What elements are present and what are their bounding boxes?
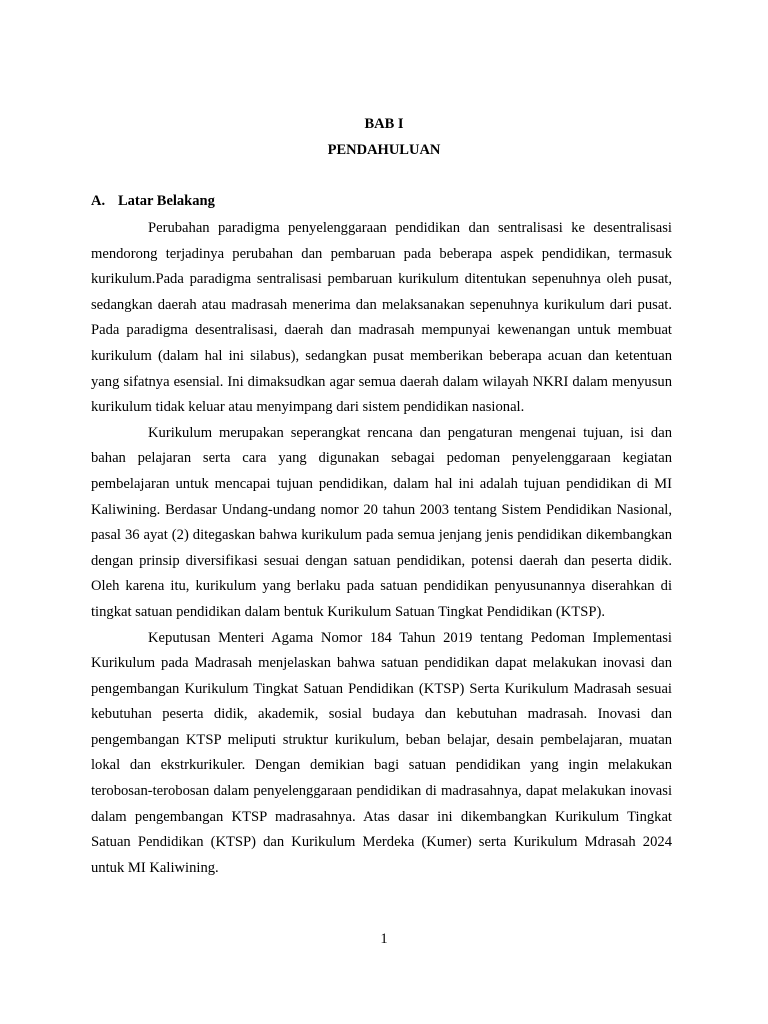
chapter-number: BAB I bbox=[364, 116, 404, 132]
page-number: 1 bbox=[380, 931, 388, 947]
body-text bbox=[91, 216, 672, 881]
section-heading bbox=[91, 191, 215, 211]
paragraph: Keputusan Menteri Agama Nomor 184 Tahun 2019 tentang Pedoman Implementasi Kurikulum pada Madrasah menjelaskan bahwa satuan pendidikan dapat melakukan inovasi dan pengembangan Kurikulum Tingkat Satuan Pendidikan (KTSP) Serta Kurikulum Madrasah sesuai kebutuhan peserta didik, akademik, sosial budaya dan kebutuhan madrasah. Inovasi dan pengembangan KTSP meliputi struktur kurikulum, beban belajar, desain pembelajaran, muatan lokal dan ekstrkurikuler. Dengan demikian bagi satuan pendidikan yang ingin melakukan terobosan-terobosan dalam penyelenggaraan pendidikan di madrasahnya, dapat melakukan inovasi dalam pengembangan KTSP madrasahnya. Atas dasar ini dikembangkan Kurikulum Tingkat Satuan Pendidikan (KTSP) dan Kurikulum Merdeka (Kumer) serta Kurikulum Mdrasah 2024 untuk MI Kaliwining. bbox=[91, 629, 672, 876]
section-number: A. bbox=[91, 193, 106, 209]
paragraph: Kurikulum merupakan seperangkat rencana dan pengaturan mengenai tujuan, isi dan bahan pelajaran serta cara yang digunakan sebagai pedoman penyelenggaraan kegiatan pembelajaran untuk mencapai tujuan pendidikan, dalam hal ini adalah tujuan pendidikan di MI Kaliwining. Berdasar Undang-undang nomor 20 tahun 2003 tentang Sistem Pendidikan Nasional, pasal 36 ayat (2) ditegaskan bahwa kurikulum pada semua jenjang jenis pendidikan dikembangkan dengan prinsip diversifikasi sesuai dengan satuan pendidikan, potensi daerah dan peserta didik. Oleh karena itu, kurikulum yang berlaku pada satuan pendidikan penyusunannya diserahkan di tingkat satuan pendidikan dalam bentuk Kurikulum Satuan Tingkat Pendidikan (KTSP). bbox=[91, 424, 672, 620]
paragraph: Perubahan paradigma penyelenggaraan pendidikan dan sentralisasi ke desentralisasi mendorong terjadinya perubahan dan pembaruan pada beberapa aspek pendidikan, termasuk kurikulum.Pada paradigma sentralisasi pembaruan kurikulum ditentukan sepenuhnya oleh pusat, sedangkan daerah atau madrasah menerima dan melaksanakan sepenuhnya kurikulum dari pusat. Pada paradigma desentralisasi, daerah dan madrasah mempunyai kewenangan untuk membuat kurikulum (dalam hal ini silabus), sedangkan pusat memberikan beberapa acuan dan ketentuan yang sifatnya esensial. Ini dimaksudkan agar semua daerah dalam wilayah NKRI dalam menyusun kurikulum tidak keluar atau menyimpang dari sistem pendidikan nasional. bbox=[91, 220, 672, 416]
section-title: Latar Belakang bbox=[118, 193, 215, 209]
chapter-title: PENDAHULUAN bbox=[327, 142, 441, 158]
